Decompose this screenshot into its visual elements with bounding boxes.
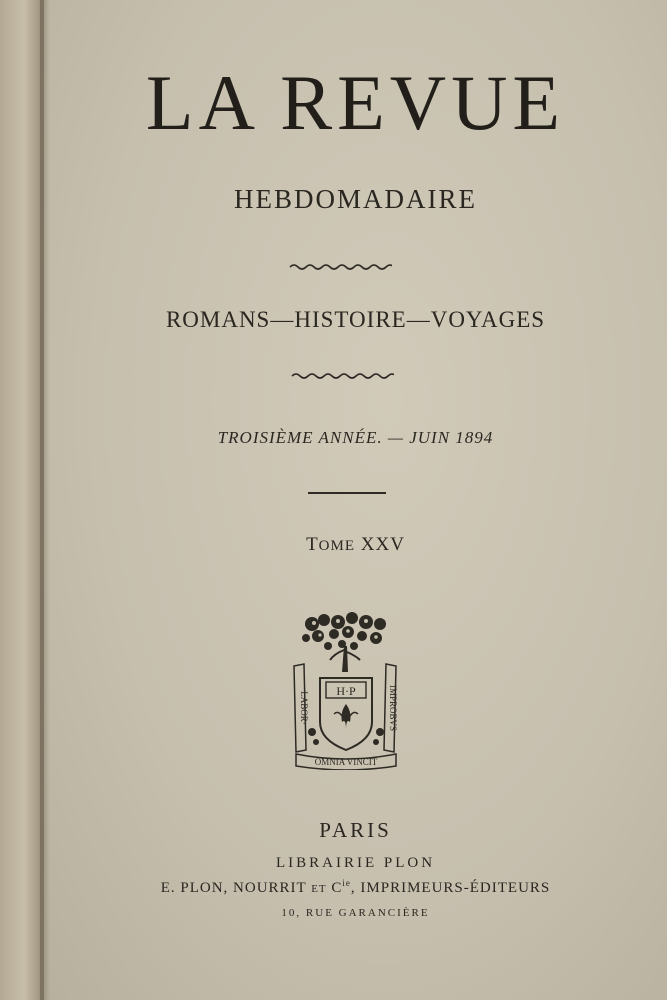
imprint-editors bbox=[44, 878, 667, 897]
straight-rule bbox=[308, 492, 386, 494]
adjacent-page-edge bbox=[0, 0, 44, 1000]
binding-shadow bbox=[40, 0, 50, 1000]
printers-mark-icon bbox=[290, 610, 402, 770]
imprint-city: PARIS bbox=[319, 818, 392, 842]
emblem-monogram: H·P bbox=[336, 684, 356, 698]
emblem-motto-bottom: OMNIA VINCIT bbox=[314, 757, 378, 767]
title-page bbox=[44, 0, 667, 1000]
page-title: LA REVUE bbox=[145, 59, 566, 146]
editors-role: , IMPRIMEURS-ÉDITEURS bbox=[350, 880, 551, 896]
volume-line bbox=[44, 534, 667, 556]
genres-line: ROMANS—HISTOIRE—VOYAGES bbox=[165, 307, 546, 332]
page-subtitle: HEBDOMADAIRE bbox=[234, 184, 477, 214]
wavy-rule-top bbox=[288, 262, 392, 272]
wavy-rule-middle bbox=[290, 371, 394, 381]
volume-number: XXV bbox=[360, 534, 405, 555]
editors-c: C bbox=[331, 880, 343, 896]
imprint-address: 10, RUE GARANCIÈRE bbox=[281, 907, 430, 919]
emblem-motto-left: LABOR· bbox=[299, 691, 309, 725]
emblem-motto-right: IMPROBVS bbox=[388, 684, 398, 732]
editors-ie: ie bbox=[342, 878, 351, 888]
edition-date-line: TROISIÈME ANNÉE. — JUIN 1894 bbox=[217, 428, 494, 447]
volume-word-initial: T bbox=[306, 534, 319, 555]
editors-et: ET bbox=[311, 883, 327, 895]
editors-name: E. PLON, NOURRIT bbox=[160, 880, 307, 896]
imprint-publisher: LIBRAIRIE PLON bbox=[275, 855, 436, 871]
volume-word-rest: OME bbox=[318, 538, 356, 554]
